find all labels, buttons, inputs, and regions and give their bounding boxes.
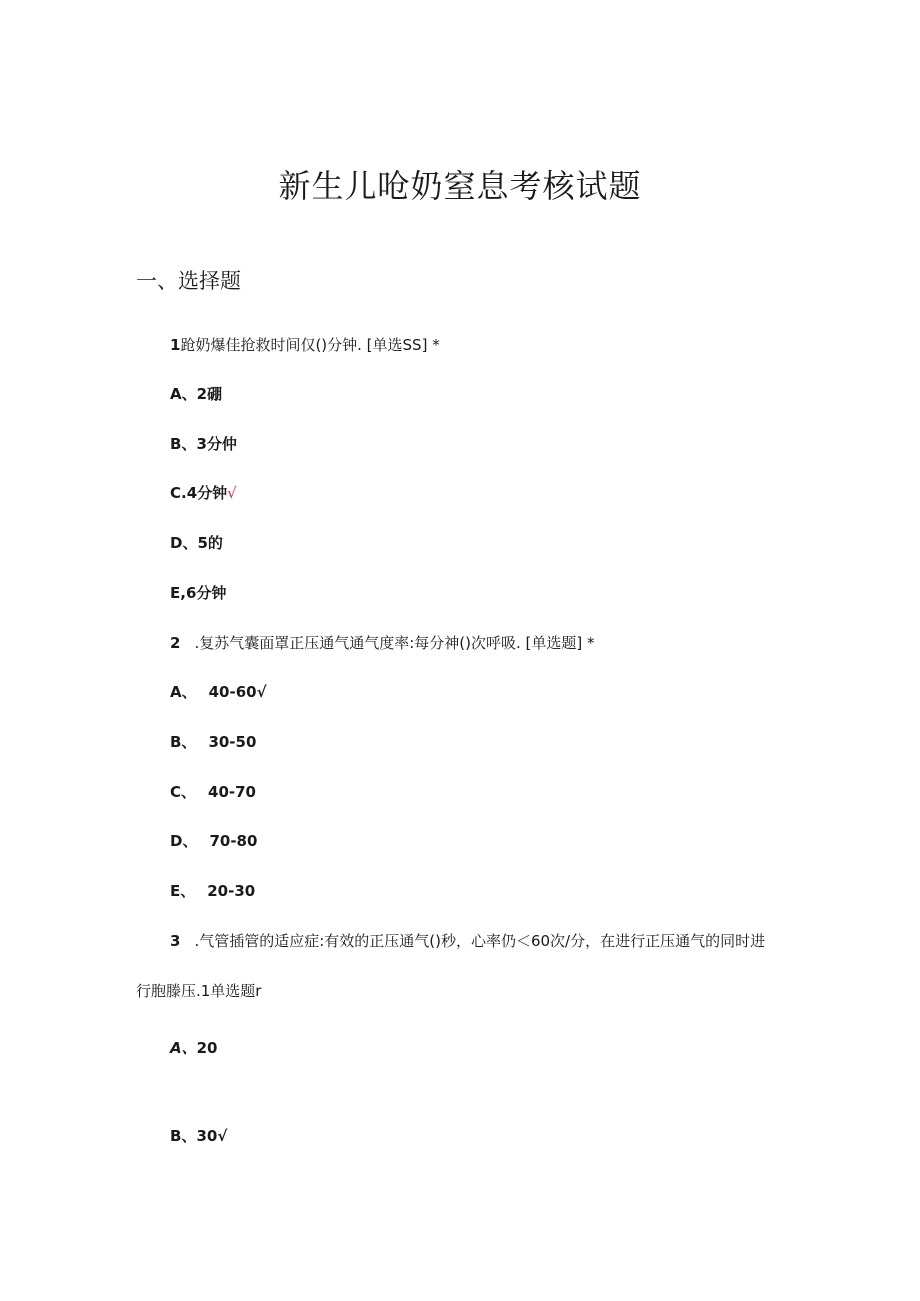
question-3-text-line-2: 行胞滕压.1单选题r <box>136 982 262 1000</box>
question-1 <box>170 334 440 356</box>
option-text: 70-80 <box>209 832 258 850</box>
question-3-text-line-1: .气管插管的适应症:有效的正压通气()秒，心率仍＜60次/分，在进行正压通气的同时进 <box>194 932 766 950</box>
question-1-option-d[interactable] <box>170 532 223 554</box>
question-1-option-b[interactable] <box>170 433 237 455</box>
option-text: 5的 <box>197 534 223 552</box>
option-label: A、 <box>170 683 197 701</box>
correct-check-icon: √ <box>217 1127 228 1145</box>
option-label: D、 <box>170 832 198 850</box>
question-2-option-e[interactable] <box>170 880 255 902</box>
option-text: 30-50 <box>208 733 257 751</box>
option-text: 30 <box>196 1127 218 1145</box>
question-3 <box>170 930 765 952</box>
option-label: E, <box>170 584 186 602</box>
question-2-option-a[interactable] <box>170 681 267 703</box>
question-2-number: 2 <box>170 634 181 652</box>
correct-check-icon: √ <box>227 484 237 502</box>
option-text: 40-60 <box>208 683 257 701</box>
question-2-option-b[interactable] <box>170 731 256 753</box>
question-3-option-a[interactable] <box>170 1037 217 1059</box>
question-3-option-b[interactable] <box>170 1125 227 1147</box>
option-text: 2硼 <box>196 385 223 403</box>
option-label: A、 <box>170 1039 197 1057</box>
question-1-option-c[interactable] <box>170 482 237 504</box>
option-text: 6分钟 <box>185 584 227 602</box>
option-text: 4分钟 <box>186 484 228 502</box>
option-label: B、 <box>170 435 197 453</box>
question-3-number: 3 <box>170 932 181 950</box>
option-label: A、 <box>170 385 197 403</box>
question-2-text: .复苏气囊面罩正压通气通气度率:每分神()次呼吸. [单选题] * <box>194 634 595 652</box>
question-1-text: 跄奶爆佳抢救时间仅()分钟. [单选SS] * <box>180 336 440 354</box>
option-label: B、 <box>170 1127 197 1145</box>
question-3-continuation <box>136 980 261 1002</box>
question-2-option-c[interactable] <box>170 781 256 803</box>
question-2 <box>170 632 594 654</box>
option-text: 20-30 <box>207 882 256 900</box>
option-label: C. <box>170 484 187 502</box>
option-text: 3分仲 <box>196 435 237 453</box>
option-label: D、 <box>170 534 198 552</box>
option-label: E、 <box>170 882 196 900</box>
page-title: 新生儿呛奶窒息考核试题 <box>278 167 642 205</box>
option-label: C、 <box>170 783 197 801</box>
option-label: B、 <box>170 733 197 751</box>
question-1-option-e[interactable] <box>170 582 226 604</box>
question-2-option-d[interactable] <box>170 830 257 852</box>
question-1-number: 1 <box>170 336 181 354</box>
option-text: 20 <box>196 1039 218 1057</box>
correct-check-icon: √ <box>256 683 267 701</box>
option-text: 40-70 <box>208 783 256 801</box>
section-heading: 一、选择题 <box>136 269 241 293</box>
question-1-option-a[interactable] <box>170 383 222 405</box>
